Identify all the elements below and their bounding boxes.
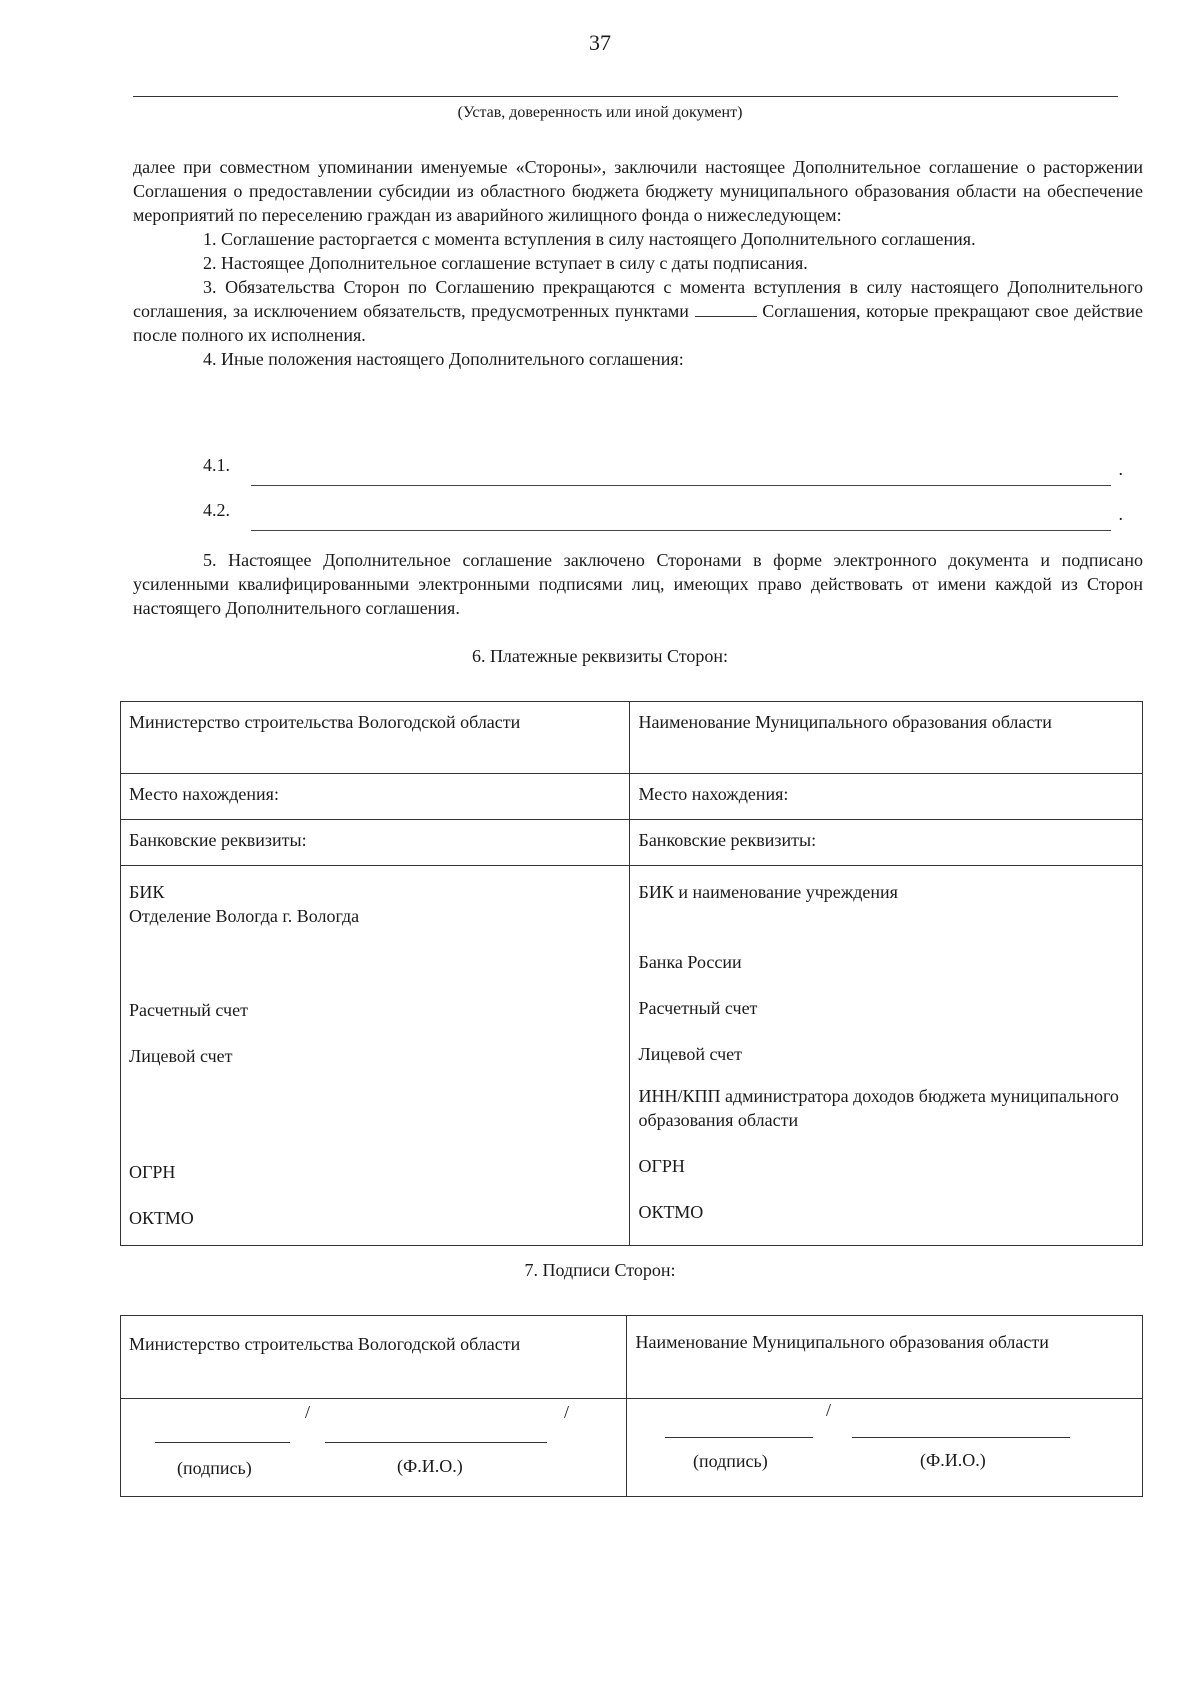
left-location-cell bbox=[121, 774, 630, 820]
sig-right-name-caption: (Ф.И.О.) bbox=[920, 1450, 986, 1470]
sig-left-cell bbox=[121, 1399, 627, 1497]
right-bank-cell bbox=[630, 820, 1143, 866]
left-bik: БИК bbox=[129, 882, 165, 902]
left-oktmo: ОКТМО bbox=[129, 1208, 194, 1228]
item-4-1-line bbox=[251, 485, 1111, 486]
right-oktmo: ОКТМО bbox=[638, 1202, 704, 1222]
item-4-2-line bbox=[251, 530, 1111, 531]
document-caption: (Устав, доверенность или иной документ) bbox=[457, 104, 743, 121]
left-org-name: Министерство строительства Вологодской области bbox=[129, 712, 521, 732]
sig-left-signature-line bbox=[155, 1442, 290, 1443]
right-bank-label: Банковские реквизиты: bbox=[638, 830, 817, 850]
left-details-cell bbox=[121, 866, 630, 1246]
signatures-table bbox=[120, 1315, 1143, 1497]
right-org-cell bbox=[630, 702, 1143, 774]
table-row bbox=[121, 1399, 1143, 1497]
table-row bbox=[121, 774, 1143, 820]
right-details-cell bbox=[630, 866, 1143, 1246]
right-location-cell bbox=[630, 774, 1143, 820]
right-location-label: Место нахождения: bbox=[638, 784, 789, 804]
clause-1: 1. Соглашение расторгается с момента вступления в силу настоящего Дополнительного соглашения. bbox=[203, 229, 976, 249]
left-ogrn: ОГРН bbox=[129, 1162, 176, 1182]
right-inn-kpp: ИНН/КПП администратора доходов бюджета муниципального образования области bbox=[638, 1086, 1119, 1130]
item-4-1-number: 4.1. bbox=[203, 455, 230, 475]
right-bank-russia: Банка России bbox=[638, 952, 742, 972]
clause-3-tail: Соглашения, которые прекращают свое действие после полного их исполнения. bbox=[133, 301, 1144, 345]
agreement-body bbox=[133, 155, 1143, 371]
left-location-label: Место нахождения: bbox=[129, 784, 279, 804]
table-row bbox=[121, 702, 1143, 774]
right-ogrn: ОГРН bbox=[638, 1156, 685, 1176]
sig-left-org-cell bbox=[121, 1316, 627, 1399]
payment-details-table bbox=[120, 701, 1143, 1246]
sig-left-slash-1: / bbox=[305, 1402, 311, 1422]
item-4-2-number: 4.2. bbox=[203, 500, 230, 520]
sig-right-cell bbox=[627, 1399, 1143, 1497]
top-rule bbox=[133, 96, 1118, 97]
intro-paragraph: далее при совместном упоминании именуемые «Стороны», заключили настоящее Дополнительное соглашение о расторжении Соглашения о предоставлении субсидии из областного бюджета бюджету муниципального образования области на обеспечение мероприятий по переселению граждан из аварийного жилищного фонда о нижеследующем: bbox=[133, 157, 1143, 225]
sig-left-name-line bbox=[325, 1442, 547, 1443]
left-branch: Отделение Вологда г. Вологда bbox=[129, 906, 360, 926]
sig-right-org-name: Наименование Муниципального образования области bbox=[635, 1332, 1049, 1352]
sig-right-slash: / bbox=[826, 1400, 832, 1420]
sig-left-signature-caption: (подпись) bbox=[177, 1458, 252, 1478]
table-row bbox=[121, 866, 1143, 1246]
left-personal-account: Лицевой счет bbox=[129, 1046, 233, 1066]
right-org-name: Наименование Муниципального образования области bbox=[638, 712, 1052, 732]
left-org-cell bbox=[121, 702, 630, 774]
right-personal-account: Лицевой счет bbox=[638, 1044, 742, 1064]
table-row bbox=[121, 820, 1143, 866]
left-bank-label: Банковские реквизиты: bbox=[129, 830, 307, 850]
page-number: 37 bbox=[589, 30, 611, 55]
table-row bbox=[121, 1316, 1143, 1399]
left-settlement-account: Расчетный счет bbox=[129, 1000, 248, 1020]
sig-right-org-cell bbox=[627, 1316, 1143, 1399]
clause-5-block bbox=[133, 548, 1143, 620]
clause-3 bbox=[133, 275, 1143, 347]
sig-right-signature-caption: (подпись) bbox=[693, 1451, 768, 1471]
sig-right-name-line bbox=[852, 1437, 1070, 1438]
right-settlement-account: Расчетный счет bbox=[638, 998, 758, 1018]
clause-4: 4. Иные положения настоящего Дополнительного соглашения: bbox=[203, 349, 684, 369]
clause-3-blank bbox=[695, 316, 757, 317]
item-4-1-dot: . bbox=[1118, 459, 1123, 479]
item-4-2-dot: . bbox=[1118, 504, 1123, 524]
section-7-title: 7. Подписи Сторон: bbox=[524, 1260, 676, 1280]
sig-left-name-caption: (Ф.И.О.) bbox=[397, 1456, 463, 1476]
clause-2: 2. Настоящее Дополнительное соглашение вступает в силу с даты подписания. bbox=[203, 253, 808, 273]
left-bank-cell bbox=[121, 820, 630, 866]
sig-left-slash-2: / bbox=[564, 1402, 570, 1422]
sig-right-signature-line bbox=[665, 1437, 813, 1438]
section-6-title: 6. Платежные реквизиты Сторон: bbox=[471, 646, 729, 666]
sig-left-org-name: Министерство строительства Вологодской области bbox=[129, 1334, 521, 1354]
right-bik: БИК и наименование учреждения bbox=[638, 882, 898, 902]
clause-5: 5. Настоящее Дополнительное соглашение заключено Сторонами в форме электронного документа и подписано усиленными квалифицированными электронными подписями лиц, имеющих право действовать от имени каждой из Сторон настоящего Дополнительного соглашения. bbox=[133, 550, 1143, 618]
clause-3-text: 3. Обязательства Сторон по Соглашению прекращаются с момента вступления в силу настоящего Дополнительного соглашения, за исключением обязательств, предусмотренных пунктами bbox=[133, 277, 1143, 321]
